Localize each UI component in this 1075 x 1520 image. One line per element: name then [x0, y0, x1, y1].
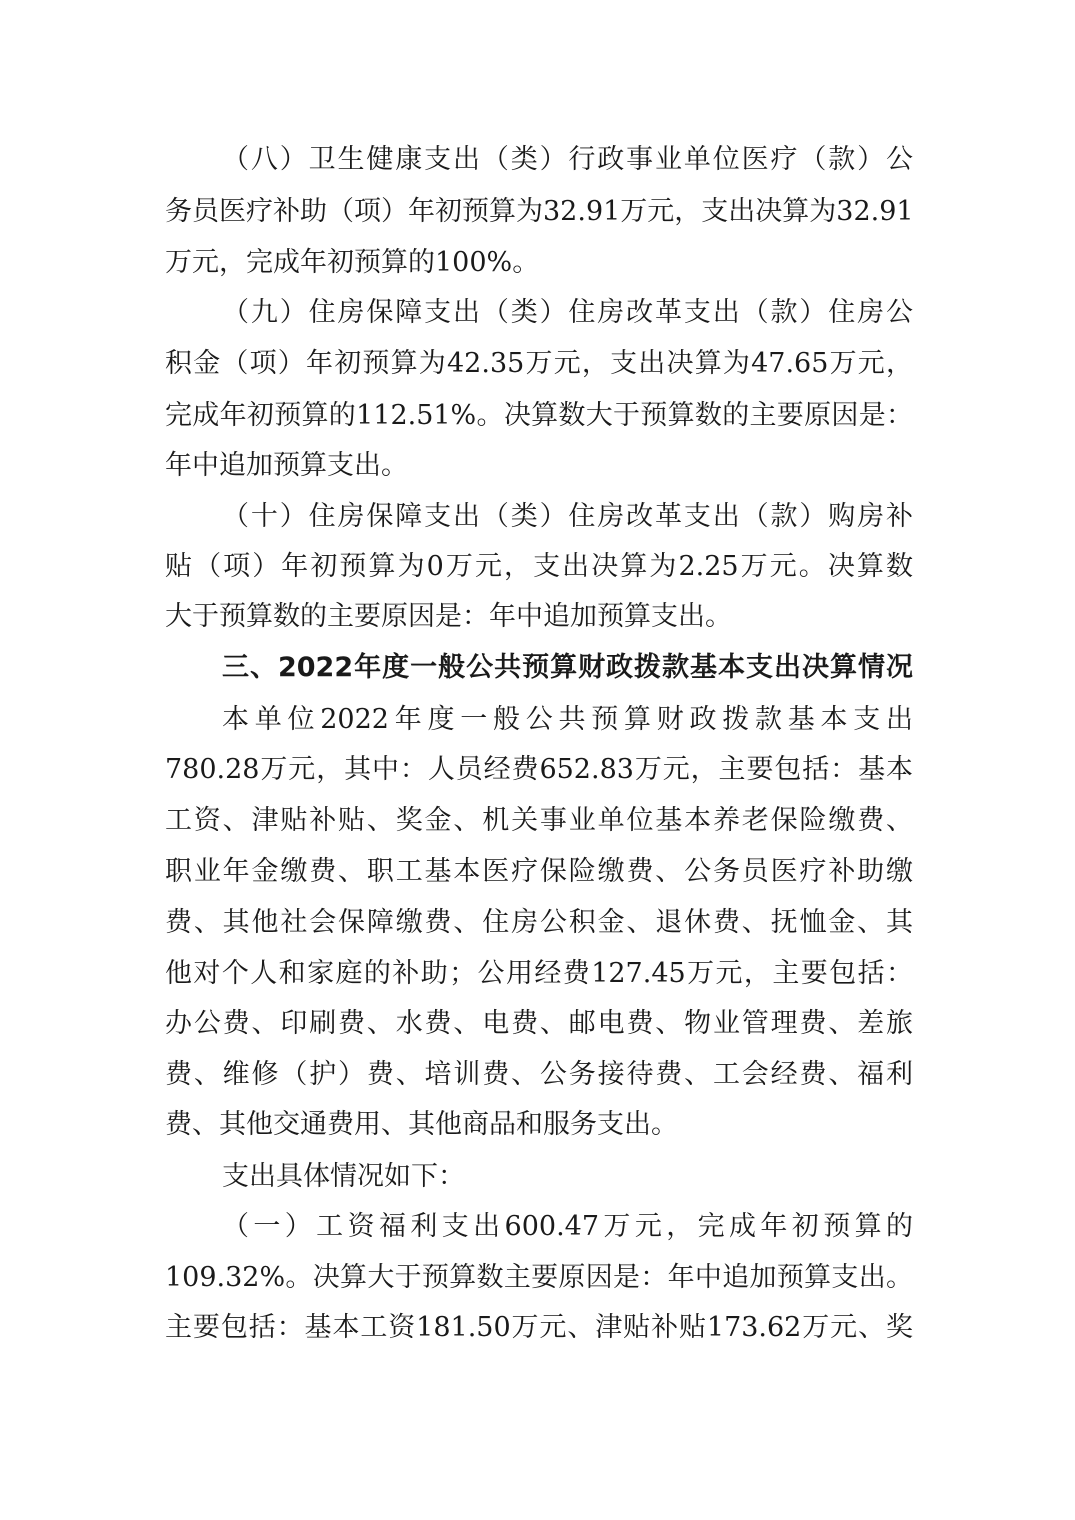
para-9-line-2: 积金（项）年初预算为42.35万元，支出决算为47.65万元， [165, 348, 913, 379]
para-8-line-1: （八）卫生健康支出（类）行政事业单位医疗（款）公 [222, 144, 913, 175]
basic-expense-line-8: 费、维修（护）费、培训费、公务接待费、工会经费、福利 [165, 1059, 913, 1090]
item-1-line-2: 109.32%。决算大于预算数主要原因是：年中追加预算支出。 [165, 1262, 913, 1293]
section-3-heading: 三、2022年度一般公共预算财政拨款基本支出决算情况 [222, 652, 913, 683]
para-10-line-1: （十）住房保障支出（类）住房改革支出（款）购房补 [222, 501, 913, 532]
para-9-line-4: 年中追加预算支出。 [165, 450, 408, 481]
para-8-line-3: 万元，完成年初预算的100%。 [165, 247, 540, 278]
item-1-line-3: 主要包括：基本工资181.50万元、津贴补贴173.62万元、奖 [165, 1312, 913, 1343]
basic-expense-line-5: 费、其他社会保障缴费、住房公积金、退休费、抚恤金、其 [165, 907, 913, 938]
basic-expense-line-7: 办公费、印刷费、水费、电费、邮电费、物业管理费、差旅 [165, 1008, 913, 1039]
basic-expense-line-2: 780.28万元，其中：人员经费652.83万元，主要包括：基本 [165, 754, 913, 785]
item-1-line-1: （一）工资福利支出600.47万元，完成年初预算的 [222, 1211, 913, 1242]
para-9-line-3: 完成年初预算的112.51%。决算数大于预算数的主要原因是： [165, 400, 913, 431]
expense-detail-intro: 支出具体情况如下： [222, 1161, 465, 1192]
para-10-line-3: 大于预算数的主要原因是：年中追加预算支出。 [165, 601, 732, 632]
para-8-line-2: 务员医疗补助（项）年初预算为32.91万元，支出决算为32.91 [165, 196, 914, 227]
basic-expense-line-6: 他对个人和家庭的补助；公用经费127.45万元，主要包括： [165, 958, 913, 989]
basic-expense-line-4: 职业年金缴费、职工基本医疗保险缴费、公务员医疗补助缴 [165, 856, 913, 887]
basic-expense-line-1: 本单位2022年度一般公共预算财政拨款基本支出 [222, 704, 913, 735]
basic-expense-line-9: 费、其他交通费用、其他商品和服务支出。 [165, 1109, 678, 1140]
basic-expense-line-3: 工资、津贴补贴、奖金、机关事业单位基本养老保险缴费、 [165, 805, 913, 836]
para-10-line-2: 贴（项）年初预算为0万元，支出决算为2.25万元。决算数 [165, 551, 913, 582]
para-9-line-1: （九）住房保障支出（类）住房改革支出（款）住房公 [222, 297, 913, 328]
